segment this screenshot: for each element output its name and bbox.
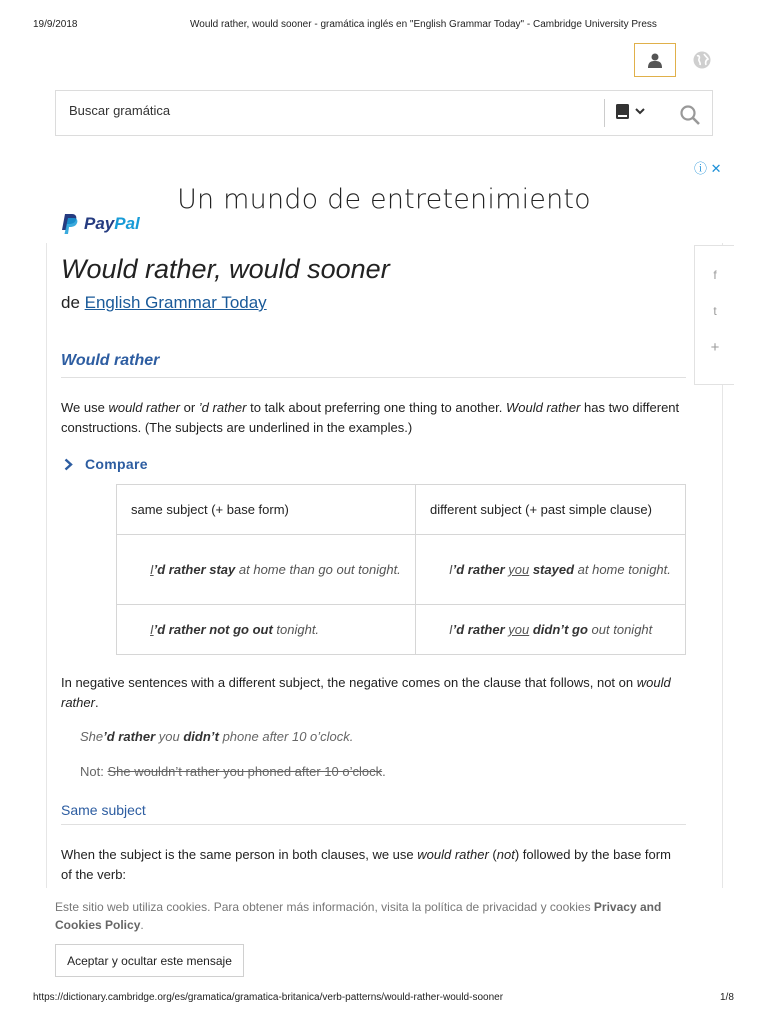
search-icon	[680, 105, 700, 125]
paypal-word-pal: Pal	[114, 214, 140, 233]
ad-headline: Un mundo de entretenimiento	[177, 184, 591, 215]
example-text: She	[80, 729, 104, 744]
example-text: at home tonight.	[574, 561, 671, 577]
compare-table	[116, 484, 686, 655]
intro-em-1: would rather	[108, 400, 180, 415]
compare-label: Compare	[85, 456, 148, 472]
col-header-different-subject: different subject (+ past simple clause)	[416, 485, 686, 535]
subject-underlined: you	[508, 621, 530, 637]
col-header-same-subject: same subject (+ base form)	[117, 485, 416, 535]
twitter-icon[interactable]: t	[713, 304, 717, 318]
print-title: Would rather, would sooner - gramática inglés en "English Grammar Today" - Cambridge University Press	[190, 19, 657, 30]
paypal-logo[interactable]	[62, 214, 140, 234]
example-text: out tonight	[587, 621, 653, 637]
plus-icon[interactable]: +	[710, 339, 720, 356]
example-sentence	[80, 729, 353, 744]
example-text: phone after 10 o’clock.	[218, 729, 354, 744]
subheading-same-subject: Same subject	[61, 802, 146, 818]
user-icon	[648, 53, 662, 68]
user-button[interactable]	[634, 43, 676, 77]
example-text: tonight.	[272, 621, 320, 637]
example-bold: didn’t go	[529, 621, 588, 637]
facebook-icon[interactable]: f	[713, 268, 717, 282]
cookie-end: .	[140, 918, 144, 932]
search-button[interactable]	[680, 105, 700, 130]
not-label: Not:	[80, 764, 108, 779]
cookie-notice	[55, 898, 675, 934]
struck-example: She wouldn’t rather you phoned after 10 o’clock	[107, 764, 383, 779]
intro-paragraph	[61, 398, 681, 438]
subsection-divider	[61, 824, 686, 825]
subject-underlined: you	[508, 561, 530, 577]
content-left-border	[46, 243, 47, 888]
example-bold: ’d rather not go out	[153, 621, 273, 637]
print-url: https://dictionary.cambridge.org/es/gramatica/gramatica-britanica/verb-patterns/would-rather-would-sooner	[33, 992, 504, 1003]
compare-toggle[interactable]	[64, 456, 148, 472]
page-title: Would rather, would sooner	[61, 254, 390, 284]
example-cell	[117, 605, 416, 655]
example-bold: ’d rather	[103, 729, 156, 744]
same-text-2: (	[488, 847, 497, 862]
intro-em-3: Would rather	[505, 400, 581, 415]
search-bar	[55, 90, 713, 136]
source-prefix: de	[61, 293, 85, 312]
paypal-word-pay: Pay	[84, 214, 115, 233]
social-share-bar	[694, 245, 734, 385]
same-em-2: not	[496, 847, 515, 862]
intro-text-2: or	[180, 400, 199, 415]
cookie-text: Este sitio web utiliza cookies. Para obtener más información, visita la política de privacidad y cookies	[55, 900, 594, 914]
example-bold: ’d rather	[452, 621, 509, 637]
example-bold: ’d rather stay	[153, 561, 236, 577]
example-text: at home than go out tonight.	[235, 561, 401, 577]
example-bold: ’d rather	[452, 561, 509, 577]
negative-paragraph	[61, 673, 681, 713]
intro-text-4: has two different constructions. (The subjects are underlined in the examples.)	[61, 400, 680, 435]
intro-text-3: to talk about preferring one thing to another.	[246, 400, 506, 415]
source-link[interactable]: English Grammar Today	[84, 293, 267, 312]
print-page-number: 1/8	[720, 992, 734, 1003]
incorrect-example	[80, 764, 386, 779]
same-subject-paragraph	[61, 845, 681, 885]
example-end: .	[382, 764, 386, 779]
dictionary-selector[interactable]	[616, 104, 645, 119]
subject-underlined: I	[150, 621, 154, 637]
negative-text-2: .	[94, 695, 99, 710]
negative-em: would rather	[61, 675, 671, 710]
search-input[interactable]	[69, 103, 569, 118]
book-icon	[616, 104, 629, 119]
search-divider	[604, 99, 605, 127]
print-date: 19/9/2018	[33, 19, 78, 30]
intro-em-2: ’d rather	[198, 400, 247, 415]
same-em-1: would rather	[417, 847, 489, 862]
negative-text-1: In negative sentences with a different subject, the negative comes on the clause that follows, not on	[61, 675, 637, 690]
source-line	[61, 293, 267, 313]
table-row	[117, 605, 686, 655]
subject-underlined: I	[150, 561, 154, 577]
chevron-down-icon	[635, 108, 645, 115]
example-text: you	[155, 729, 184, 744]
globe-icon	[693, 51, 711, 69]
section-heading: Would rather	[61, 352, 160, 369]
example-cell	[117, 535, 416, 605]
table-row	[117, 535, 686, 605]
globe-button[interactable]	[693, 51, 711, 69]
ad-close-button[interactable]: ⓘ ✕	[694, 161, 722, 176]
example-bold: stayed	[529, 561, 575, 577]
example-cell	[416, 605, 686, 655]
example-bold: didn’t	[183, 729, 219, 744]
example-cell	[416, 535, 686, 605]
section-divider	[61, 377, 686, 378]
accept-cookies-button[interactable]: Aceptar y ocultar este mensaje	[55, 944, 244, 977]
privacy-policy-link[interactable]: Privacy and Cookies Policy	[55, 900, 662, 932]
paypal-icon	[62, 214, 78, 234]
same-text-1: When the subject is the same person in both clauses, we use	[61, 847, 418, 862]
example-text: I	[449, 561, 453, 577]
table-header-row	[117, 485, 686, 535]
intro-text-1: We use	[61, 400, 109, 415]
example-text: I	[449, 621, 453, 637]
chevron-right-icon	[64, 458, 73, 471]
same-text-3: ) followed by the base form of the verb:	[61, 847, 671, 882]
